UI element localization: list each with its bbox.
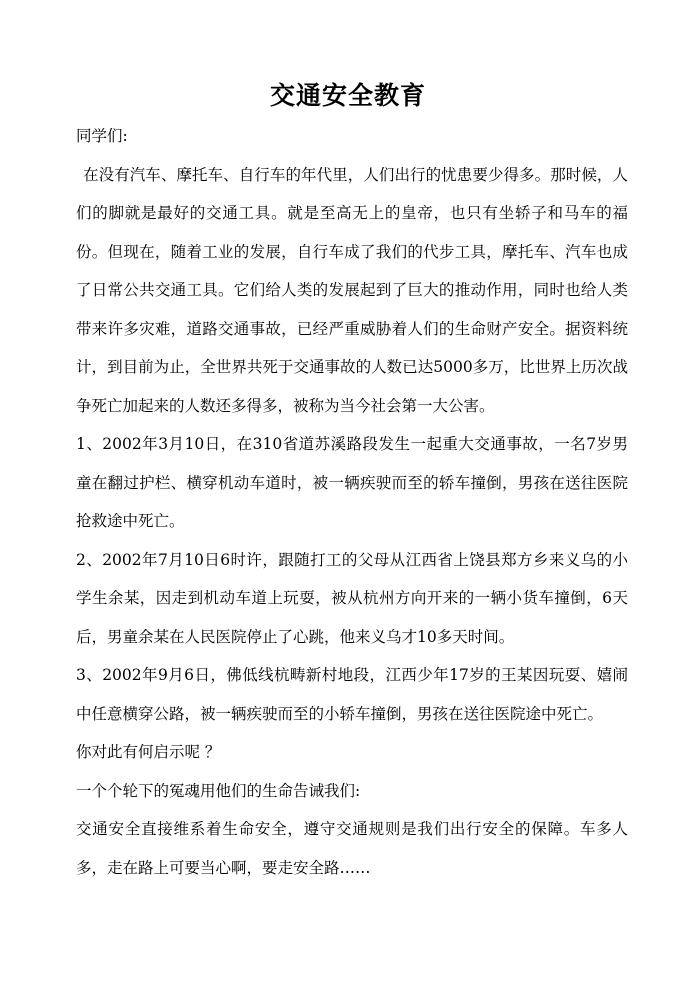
paragraph-case-2: 2、2002年7月10日6时许，跟随打工的父母从江西省上饶县郑方乡来义乌的小学生余某，因走到机动车道上玩耍，被从杭州方向开来的一辆小货车撞倒，6天后，男童余某在人民医院停止了心跳，他来义乌才10多天时间。 bbox=[76, 550, 628, 646]
paragraph-case-1: 1、2002年3月10日，在310省道苏溪路段发生一起重大交通事故，一名7岁男童在翻过护栏、横穿机动车道时，被一辆疾驶而至的轿车撞倒，男孩在送往医院抢救途中死亡。 bbox=[76, 435, 628, 530]
paragraph-question: 你对此有何启示呢 ？ bbox=[76, 743, 221, 761]
paragraph-intro: 在没有汽车、摩托车、自行车的年代里，人们出行的忧患要少得多。那时候，人们的脚就是最好的交通工具。就是至高无上的皇帝，也只有坐轿子和马车的福份。但现在，随着工业的发展，自行车成了我们的代步工具，摩托车、汽车也成了日常公共交通工具。它们给人类的发展起到了巨大的推动作用，同时也给人类带来许多灾难，道路交通事故，已经严重威胁着人们的生命财产安全。据资料统计，到目前为止，全世界共死于交通事故的人数已达5000多万，比世界上历次战争死亡加起来的人数还多得多，被称为当今社会第一大公害。 bbox=[76, 165, 628, 415]
paragraph-warning-intro: 一个个轮下的冤魂用他们的生命告诫我们: bbox=[76, 781, 361, 800]
greeting: 同学们: bbox=[76, 127, 128, 145]
document-title: 交通安全教育 bbox=[269, 81, 426, 110]
document-body bbox=[76, 117, 628, 887]
paragraph-case-3: 3、2002年9月6日，佛低线杭畴新村地段，江西少年17岁的王某因玩耍、嬉闹中任意横穿公路，被一辆疾驶而至的小轿车撞倒，男孩在送往医院途中死亡。 bbox=[76, 666, 628, 723]
paragraph-conclusion: 交通安全直接维系着生命安全，遵守交通规则是我们出行安全的保障。车多人多，走在路上可要当心啊，要走安全路…… bbox=[76, 820, 628, 877]
